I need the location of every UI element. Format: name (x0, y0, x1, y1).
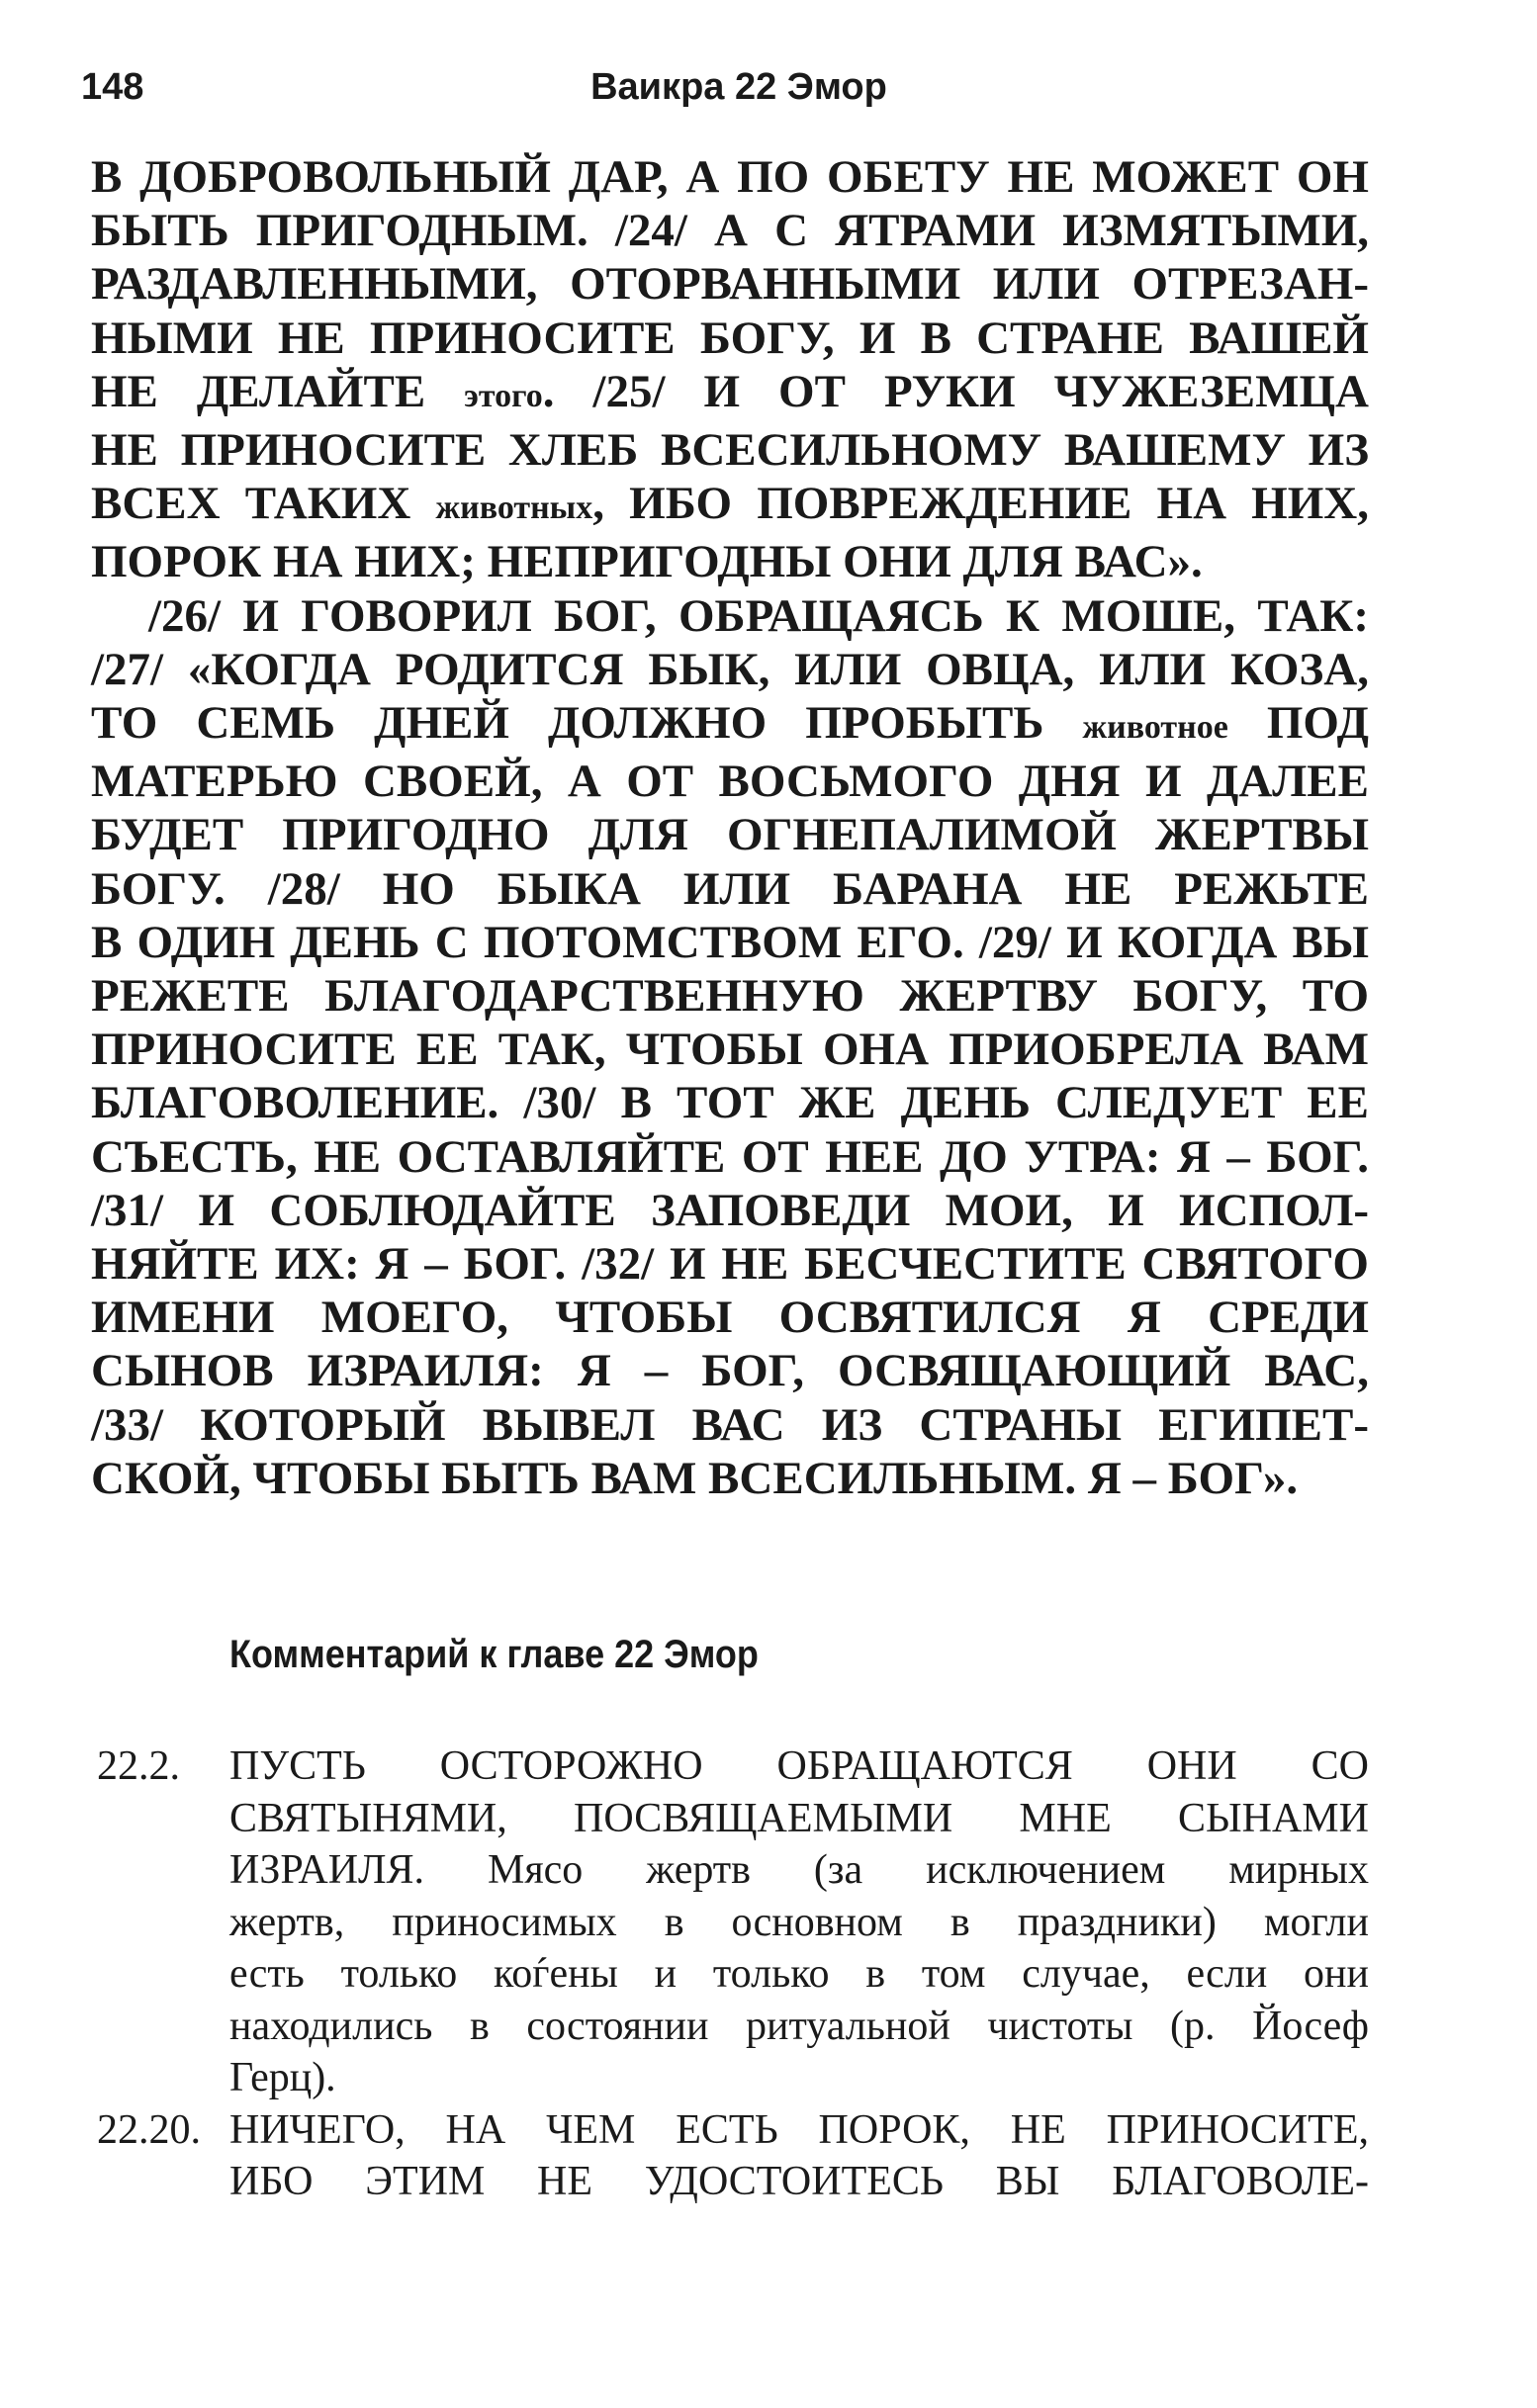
commentary-line: НИЧЕГО, НА ЧЕМ ЕСТЬ ПОРОК, НЕ ПРИНОСИТЕ, (229, 2106, 1369, 2153)
commentary-line: жертв, приносимых в основном в праздники) могли (229, 1899, 1369, 1945)
text-line: ПОРОК НА НИХ; НЕПРИГОДНЫ ОНИ ДЛЯ ВАС». (91, 536, 1203, 588)
scripture-paragraph-2 (91, 589, 1369, 1505)
text-line: БУДЕТ ПРИГОДНО ДЛЯ ОГНЕПАЛИМОЙ ЖЕРТВЫ (91, 809, 1369, 861)
text-line: РЕЖЕТЕ БЛАГОДАРСТВЕННУЮ ЖЕРТВУ БОГУ, ТО (91, 970, 1369, 1023)
text-line: НЫМИ НЕ ПРИНОСИТЕ БОГУ, И В СТРАНЕ ВАШЕЙ (91, 312, 1369, 364)
text-line: В ОДИН ДЕНЬ С ПОТОМСТВОМ ЕГО. /29/ И КОГДА ВЫ (91, 916, 1369, 968)
commentary-list (97, 1740, 1369, 2208)
commentary-number: 22.2. (97, 1743, 180, 1789)
page-header (81, 57, 1397, 117)
page-number: 148 (81, 66, 144, 108)
commentary-line: находились в состоянии ритуальной чистоты (р. Йосеф (229, 2003, 1369, 2049)
text-line: БЫТЬ ПРИГОДНЫМ. /24/ А С ЯТРАМИ ИЗМЯТЫМИ, (91, 205, 1369, 257)
text-line: ВСЕХ ТАКИХ животных, ИБО ПОВРЕЖДЕНИЕ НА НИХ, (91, 478, 1369, 530)
commentary-heading: Комментарий к главе 22 Эмор (229, 1633, 759, 1676)
text-line: В ДОБРОВОЛЬНЫЙ ДАР, А ПО ОБЕТУ НЕ МОЖЕТ ОН (91, 151, 1369, 203)
commentary-line: ПУСТЬ ОСТОРОЖНО ОБРАЩАЮТСЯ ОНИ СО (229, 1743, 1369, 1789)
running-title: Ваикра 22 Эмор (590, 66, 887, 108)
commentary-line: ИБО ЭТИМ НЕ УДОСТОИТЕСЬ ВЫ БЛАГОВОЛЕ- (229, 2159, 1369, 2204)
text-line: НЯЙТЕ ИХ: Я – БОГ. /32/ И НЕ БЕСЧЕСТИТЕ СВЯТОГО (91, 1238, 1369, 1291)
text-line: МАТЕРЬЮ СВОЕЙ, А ОТ ВОСЬМОГО ДНЯ И ДАЛЕЕ (91, 756, 1369, 808)
commentary-item (97, 2104, 1369, 2208)
text-line: /31/ И СОБЛЮДАЙТЕ ЗАПОВЕДИ МОИ, И ИСПОЛ- (91, 1184, 1369, 1236)
commentary-number: 22.20. (97, 2106, 201, 2153)
commentary-line: ИЗРАИЛЯ. Мясо жертв (за исключением мирных (229, 1847, 1369, 1893)
text-line: РАЗДАВЛЕННЫМИ, ОТОРВАННЫМИ ИЛИ ОТРЕЗАН- (91, 258, 1369, 311)
text-line: НЕ ПРИНОСИТЕ ХЛЕБ ВСЕСИЛЬНОМУ ВАШЕМУ ИЗ (91, 424, 1369, 477)
text-line: /33/ КОТОРЫЙ ВЫВЕЛ ВАС ИЗ СТРАНЫ ЕГИПЕТ- (91, 1398, 1369, 1451)
text-line: БЛАГОВОЛЕНИЕ. /30/ В ТОТ ЖЕ ДЕНЬ СЛЕДУЕТ ЕЕ (91, 1077, 1369, 1129)
text-line: /27/ «КОГДА РОДИТСЯ БЫК, ИЛИ ОВЦА, ИЛИ КОЗА, (91, 643, 1369, 695)
inserted-word: животных (435, 490, 593, 527)
text-line: НЕ ДЕЛАЙТЕ этого. /25/ И ОТ РУКИ ЧУЖЕЗЕМЦА (91, 365, 1369, 417)
inserted-word: животное (1082, 709, 1228, 747)
text-line: /26/ И ГОВОРИЛ БОГ, ОБРАЩАЯСЬ К МОШЕ, ТАК: (148, 589, 1369, 642)
scripture-text (91, 150, 1369, 1505)
commentary-line: Герц). (229, 2055, 336, 2100)
scripture-paragraph-1 (91, 150, 1369, 589)
text-line: ПРИНОСИТЕ ЕЕ ТАК, ЧТОБЫ ОНА ПРИОБРЕЛА ВАМ (91, 1024, 1369, 1076)
commentary-line: есть только коѓены и только в том случае, если они (229, 1951, 1369, 1997)
commentary-item (97, 1740, 1369, 2104)
text-line: СЫНОВ ИЗРАИЛЯ: Я – БОГ, ОСВЯЩАЮЩИЙ ВАС, (91, 1345, 1369, 1397)
text-line: ИМЕНИ МОЕГО, ЧТОБЫ ОСВЯТИЛСЯ Я СРЕДИ (91, 1292, 1369, 1344)
text-line: БОГУ. /28/ НО БЫКА ИЛИ БАРАНА НЕ РЕЖЬТЕ (91, 862, 1369, 915)
inserted-word: этого (464, 377, 543, 414)
text-line: СЪЕСТЬ, НЕ ОСТАВЛЯЙТЕ ОТ НЕЕ ДО УТРА: Я – БОГ. (91, 1130, 1369, 1183)
text-line: СКОЙ, ЧТОБЫ БЫТЬ ВАМ ВСЕСИЛЬНЫМ. Я – БОГ». (91, 1452, 1299, 1504)
commentary-line: СВЯТЫНЯМИ, ПОСВЯЩАЕМЫМИ МНЕ СЫНАМИ (229, 1795, 1369, 1841)
text-line: ТО СЕМЬ ДНЕЙ ДОЛЖНО ПРОБЫТЬ животное ПОД (91, 697, 1369, 750)
